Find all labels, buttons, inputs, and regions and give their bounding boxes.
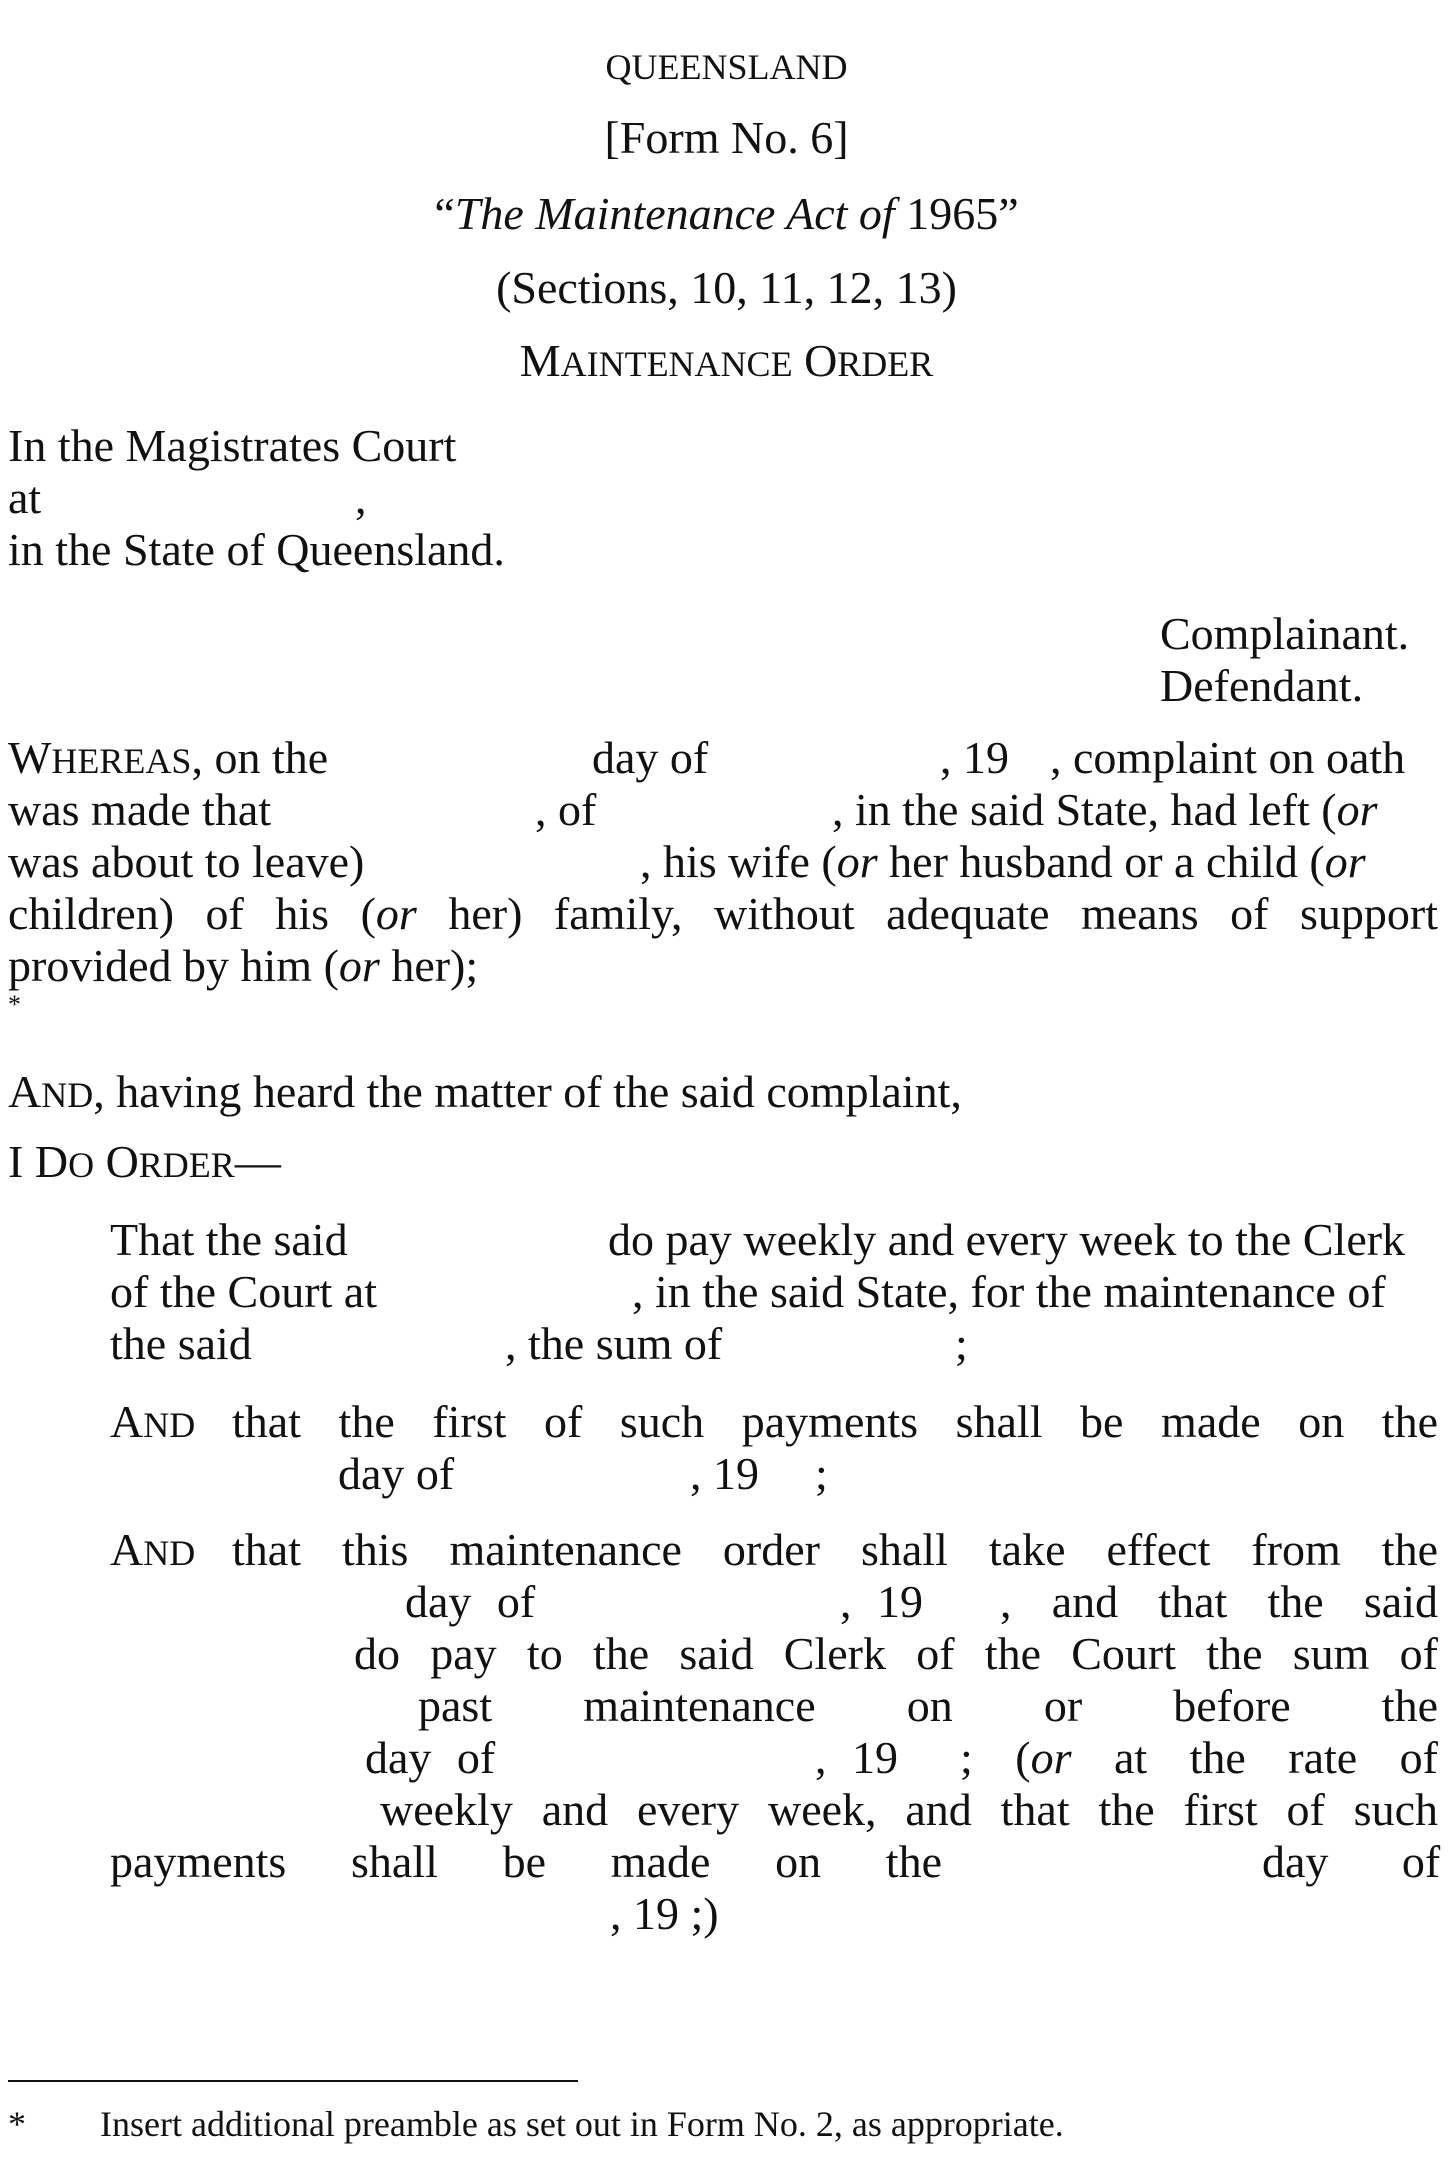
court-line-1: In the Magistrates Court <box>8 420 457 471</box>
clause3-line-6: weekly and every week, and that the first of such <box>380 1784 1438 1835</box>
order-title-rest1: AINTENANCE <box>560 344 793 384</box>
clause3-line-2b: , 19 <box>840 1576 923 1627</box>
form-number-text: [Form No. 6] <box>604 112 849 163</box>
clause3-line-2c: , and that the said <box>1000 1576 1438 1627</box>
act-close-quote: ” <box>998 188 1019 239</box>
whereas-children: children) of his ( <box>8 888 376 939</box>
clause3-rate: at the rate of <box>1071 1732 1438 1783</box>
i-do-order <box>8 1136 281 1191</box>
clause3-line-7b: day of <box>1262 1836 1441 1887</box>
whereas-left-text: , in the said State, had left ( <box>832 784 1337 835</box>
clause1-line-3b: , the sum of <box>505 1318 723 1369</box>
i-do-order-o: O <box>68 1145 95 1185</box>
order-title-rest2: RDER <box>837 344 934 384</box>
court-line-3: in the State of Queensland. <box>8 524 505 575</box>
clause2-and <box>110 1396 195 1451</box>
whereas-line-1d: , complaint on oath <box>1050 732 1406 783</box>
whereas-asterisk: * <box>8 990 21 1019</box>
whereas-her-end: her); <box>379 940 479 991</box>
sections-line <box>0 262 1453 314</box>
form-number <box>0 112 1453 164</box>
sections-text: (Sections, 10, 11, 12, 13) <box>496 262 957 313</box>
clause1-line-2b: , in the said State, for the maintenance of <box>632 1266 1386 1317</box>
whereas-or-1: or <box>836 836 878 887</box>
whereas-on-the: , on the <box>191 732 329 783</box>
clause1-line-1b: do pay weekly and every week to the Clerk <box>608 1214 1406 1265</box>
whereas-line-4 <box>8 888 1438 940</box>
footnote-mark: * <box>8 2104 26 2144</box>
act-name: The Maintenance Act of <box>454 188 895 239</box>
clause3-line-1: that this maintenance order shall take effect from the <box>232 1524 1438 1575</box>
clause3-line-7a: payments shall be made on the <box>110 1836 942 1887</box>
clause3-and-rest: ND <box>143 1533 196 1573</box>
whereas-cap: W <box>8 732 52 783</box>
state-heading <box>0 38 1453 93</box>
complainant-label: Complainant. <box>1160 608 1410 659</box>
whereas-provided: provided by him ( <box>8 940 339 991</box>
clause3-line-5c <box>960 1732 1438 1784</box>
order-title-cap2: O <box>804 335 838 386</box>
clause3-line-2a: day of <box>405 1576 536 1627</box>
and-heard-cap: A <box>8 1066 42 1117</box>
whereas-line-2b: , of <box>535 784 597 835</box>
court-line-2-comma: , <box>355 472 367 523</box>
whereas-rest: HEREAS <box>51 741 192 781</box>
clause3-or: or <box>1030 1732 1072 1783</box>
act-open-quote: “ <box>434 188 455 239</box>
clause2-line-2a: day of <box>338 1448 455 1499</box>
i-do-order-order-rest: RDER <box>138 1145 235 1185</box>
defendant-label: Defendant. <box>1160 660 1364 711</box>
and-heard-rest: ND <box>41 1075 94 1115</box>
and-heard-text: , having heard the matter of the said complaint, <box>93 1066 962 1117</box>
whereas-family: her) family, without adequate means of support <box>416 888 1438 939</box>
clause1-line-2a: of the Court at <box>110 1266 377 1317</box>
clause3-and <box>110 1524 195 1579</box>
state-name: QUEENSLAND <box>605 47 848 87</box>
whereas-line-2c <box>832 784 1378 836</box>
whereas-his-wife: , his wife ( <box>640 836 837 887</box>
clause3-line-8: , 19 ;) <box>610 1888 719 1939</box>
i-do-order-i: I <box>8 1136 24 1187</box>
act-year: 1965 <box>906 188 999 239</box>
order-title <box>0 335 1453 390</box>
whereas-line-5 <box>8 940 478 992</box>
whereas-line-1c: , 19 <box>940 732 1009 783</box>
whereas-or-4: or <box>338 940 380 991</box>
clause2-and-rest: ND <box>143 1405 196 1445</box>
and-heard-line <box>8 1066 962 1121</box>
clause3-semicolon: ; ( <box>960 1732 1031 1783</box>
clause1-line-3a: the said <box>110 1318 252 1369</box>
clause1-line-3c: ; <box>955 1318 968 1369</box>
whereas-line-1b: day of <box>592 732 709 783</box>
i-do-order-d: D <box>34 1136 69 1187</box>
act-title <box>0 188 1453 240</box>
clause3-line-5b: , 19 <box>815 1732 898 1783</box>
clause2-line-2c: ; <box>815 1448 828 1499</box>
whereas-line-1a <box>8 732 328 787</box>
footnote-rule <box>8 2080 578 2082</box>
court-line-2-at: at <box>8 472 42 523</box>
whereas-or-3: or <box>375 888 417 939</box>
whereas-line-3b <box>640 836 1366 888</box>
i-do-order-dash: — <box>234 1136 281 1187</box>
footnote-text: Insert additional preamble as set out in Form No. 2, as appropriate. <box>100 2104 1064 2144</box>
clause3-and-cap: A <box>110 1524 144 1575</box>
clause3-line-5a: day of <box>365 1732 496 1783</box>
clause2-and-cap: A <box>110 1396 144 1447</box>
i-do-order-order-cap: O <box>105 1136 139 1187</box>
whereas-her-husband: her husband or a child ( <box>877 836 1325 887</box>
clause3-line-3: do pay to the said Clerk of the Court the sum of <box>354 1628 1438 1679</box>
whereas-line-2a: was made that <box>8 784 272 835</box>
clause3-line-4: past maintenance on or before the <box>418 1680 1438 1731</box>
whereas-or: or <box>1336 784 1378 835</box>
clause1-line-1a: That the said <box>110 1214 348 1265</box>
whereas-or-2: or <box>1324 836 1366 887</box>
clause2-line-1: that the first of such payments shall be made on the <box>232 1396 1438 1447</box>
clause2-line-2b: , 19 <box>690 1448 759 1499</box>
order-title-cap1: M <box>519 335 561 386</box>
whereas-line-3a: was about to leave) <box>8 836 365 887</box>
